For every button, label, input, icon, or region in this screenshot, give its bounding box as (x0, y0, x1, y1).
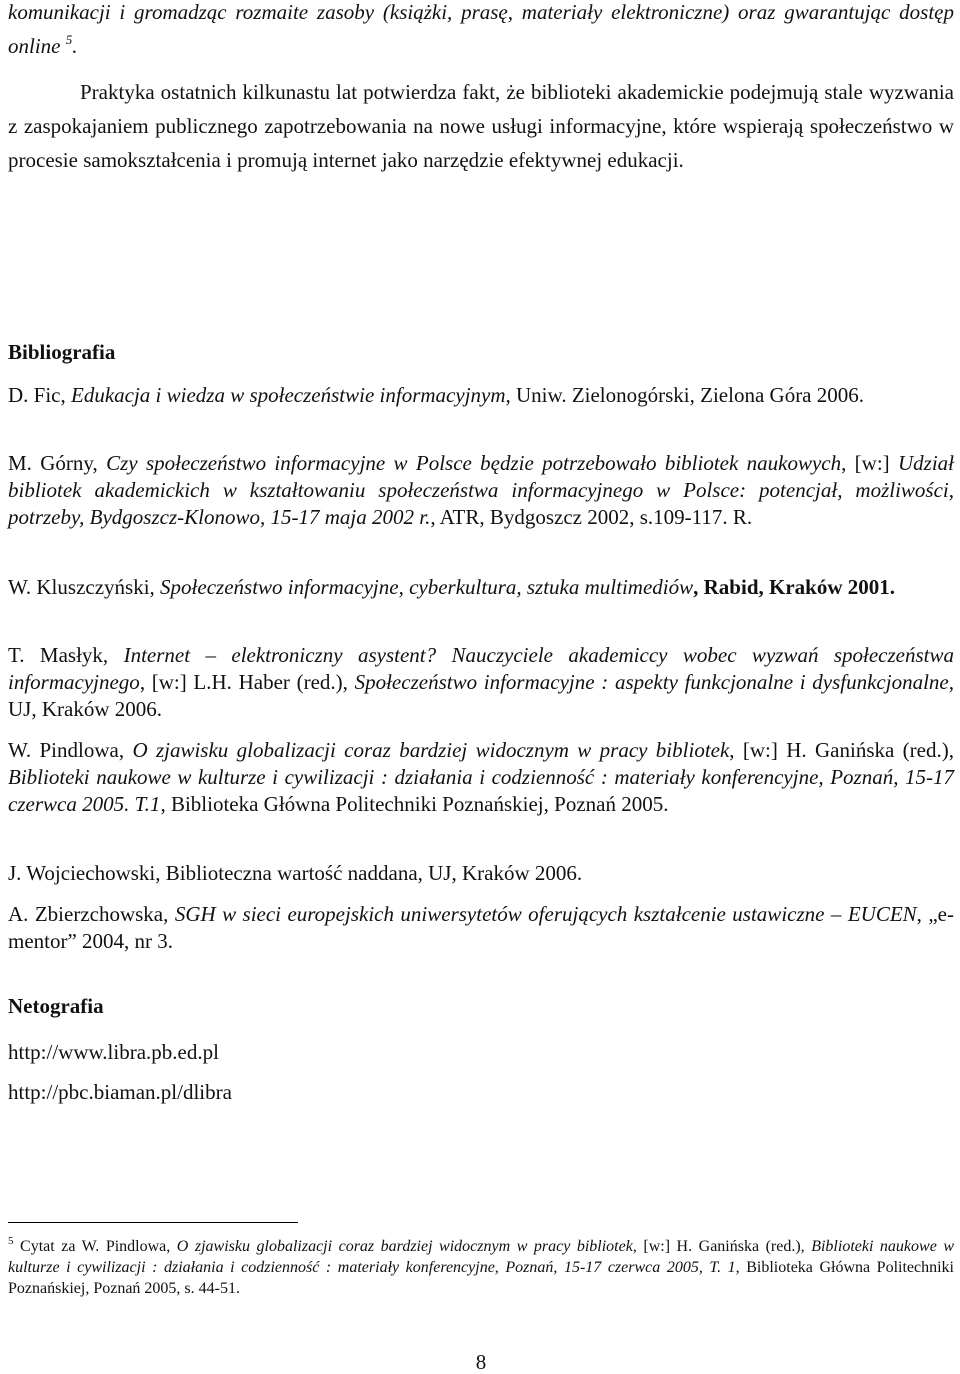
bibliography-heading: Bibliografia (8, 340, 116, 364)
footnote-reference[interactable]: 5 (65, 32, 73, 47)
bibliography-entry-fic: D. Fic, Edukacja i wiedza w społeczeństwie informacyjnym, Uniw. Zielonogórski, Zielona Góra 2006. (8, 383, 865, 407)
intro-text: komunikacji i gromadząc rozmaite zasoby (książki, prasę, materiały elektroniczne) oraz gwarantując dostęp online (8, 0, 954, 58)
bibliography-entry-kluszczynski: W. Kluszczyński, Społeczeństwo informacyjne, cyberkultura, sztuka multimediów, Rabid, Kraków 2001. (8, 575, 895, 599)
netography-link[interactable]: http://pbc.biaman.pl/dlibra (8, 1080, 232, 1104)
bibliography-entry-gorny: M. Górny, Czy społeczeństwo informacyjne w Polsce będzie potrzebowało bibliotek naukowych, [w:] Udział bibliotek akademickich w kształtowaniu społeczeństwa informacyjnego w Polsce: potencjał, możliwości, potrzeby, Bydgoszcz-Klonowo, 15-17 maja 2002 r., ATR, Bydgoszcz 2002, s.109-117. R. (8, 451, 954, 529)
netography-heading: Netografia (8, 994, 104, 1018)
footnote-number: 5 (8, 1235, 14, 1247)
page-number: 8 (475, 1350, 487, 1374)
footnote-separator (8, 1222, 298, 1223)
body-paragraph (8, 75, 954, 177)
bibliography-entry-zbierzchowska: A. Zbierzchowska, SGH w sieci europejskich uniwersytetów oferujących kształcenie ustawiczne – EUCEN, „e-mentor” 2004, nr 3. (8, 902, 954, 953)
intro-paragraph: komunikacji i gromadząc rozmaite zasoby (książki, prasę, materiały elektroniczne) oraz gwarantując dostęp online $^5$. (8, 0, 954, 58)
bibliography-entry-maslyk: T. Masłyk, Internet – elektroniczny asystent? Nauczyciele akademiccy wobec wyzwań społeczeństwa informacyjnego, [w:] L.H. Haber (red.), Społeczeństwo informacyjne : aspekty funkcjonalne i dysfunkcjonalne, UJ, Kraków 2006. (8, 643, 955, 721)
footnote: $^5$ Cytat za W. Pindlowa, O zjawisku globalizacji coraz bardziej widocznym w pracy bibliotek, [w:] H. Ganińska (red.), Biblioteki naukowe w kulturze i cywilizacji : działania i codzienność : materiały konferencyjne, Poznań, 15-17 czerwca 2005, T. 1, Biblioteka Główna Politechniki Poznańskiej, Poznań 2005, s. 44-51. (8, 1235, 955, 1297)
bibliography-entry-wojciechowski: J. Wojciechowski, Biblioteczna wartość naddana, UJ, Kraków 2006. (8, 861, 583, 885)
bibliography-entry-pindlowa: W. Pindlowa, O zjawisku globalizacji coraz bardziej widocznym w pracy bibliotek, [w:] H. Ganińska (red.), Biblioteki naukowe w kulturze i cywilizacji : działania i codzienność : materiały konferencyjne, Poznań, 15-17 czerwca 2005. T.1, Biblioteka Główna Politechniki Poznańskiej, Poznań 2005. (8, 738, 954, 816)
body-paragraph-text: Praktyka ostatnich kilkunastu lat potwierdza fakt, że biblioteki akademickie podejmują stale wyzwania z zaspokajaniem publicznego zapotrzebowania na nowe usługi informacyjne, które wspierają społeczeństwo w procesie samokształcenia i promują internet jako narzędzie efektywnej edukacji. (8, 80, 954, 172)
netography-link[interactable]: http://www.libra.pb.ed.pl (8, 1040, 219, 1064)
